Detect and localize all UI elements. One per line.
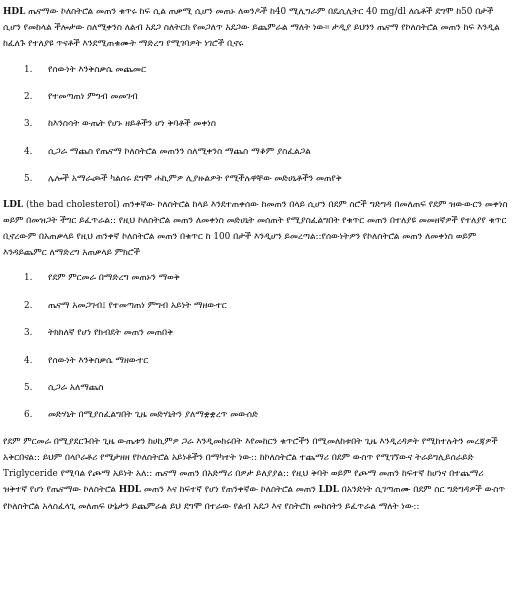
list-item-text: የደም ምርመራ በማድረግ መጠኑን ማወቅ xyxy=(48,273,180,284)
ldl-tips-list xyxy=(3,265,508,429)
list-item xyxy=(3,320,508,347)
list-item xyxy=(3,111,508,138)
hdl-heading: HDL xyxy=(3,7,26,17)
paragraph-hdl-text: ጤናማው ኮለስትሮል መጠን ቁጥሩ ከፍ ሲል ጠቃሚ ሲሆን መጠኑ ለወንዶች ከ40 ሚሊግራም በዴሲሊትር 40 mg/dl ለሴቶች ደግሞ ከ50 በታች ሲሆን የመከላል ችሎታው ስለሚቀንስ ለልብ አደጋ ስለትርከ የመጋለጥ አደጋው ይጨምራል ማለት ነው። ታዲያ ይህንን ጤናማ የኮለስትሮል መጠን ከፍ እንዲል ከፈለጉ የተለያዩ ጥናቶች እንደሚጠቁሙት ማድረግ የሚገባዎት ነገሮች ቢኖሩ xyxy=(3,7,500,50)
list-number: 4. xyxy=(24,146,33,157)
list-item xyxy=(3,375,508,402)
list-number: 4. xyxy=(24,355,33,366)
list-number: 2. xyxy=(24,300,33,311)
list-number: 1. xyxy=(24,273,33,284)
list-item-text: መድሃኒት በሚያስፈልግበት ጊዜ መድሃኒትን ያለማቋቋረጥ መውሰድ xyxy=(48,410,259,421)
paragraph-text: በአንድነት ሲገጣጠሙ በደም ስር ግድግዳዎች ውስጥ የኮለስትሮል አላስፈላጊ መለጠፍ ሁኔታን ይጨምራል ይህ ደግሞ በተራው የልብ አደጋ እና የስትሮክ መከሰትን ይፈጥራል ማለት ነው:: xyxy=(3,485,506,512)
list-item-text: የሰውነት እንቅስቃሴ ማዘውተር xyxy=(48,355,149,366)
list-item-text: የተመጣጠነ ምግብ መመገብ xyxy=(48,92,138,102)
list-item-text: ትክክለኛ የሆነ የክብደት መጠን መጠበቅ xyxy=(48,328,174,339)
list-number: 1. xyxy=(24,64,33,75)
list-item-text: ሲጋራ ማጨስ የጤናማ ኮለስትሮል መጠንን ስለሚቀንስ ማጨስ ማቆም ያስፈልጋል xyxy=(48,146,311,157)
paragraph-hdl xyxy=(3,4,508,53)
list-number: 3. xyxy=(24,119,33,130)
list-item xyxy=(3,265,508,292)
list-item xyxy=(3,57,508,84)
list-item xyxy=(3,293,508,320)
list-item-text: ሲጋራ አለማጨስ xyxy=(48,382,104,393)
list-number: 6. xyxy=(24,410,33,421)
list-number: 3. xyxy=(24,328,33,339)
list-number: 5. xyxy=(24,382,33,393)
list-number: 2. xyxy=(24,92,33,102)
list-item xyxy=(3,166,508,193)
ldl-heading: LDL xyxy=(3,199,24,210)
paragraph-blood-test xyxy=(3,434,508,515)
list-item xyxy=(3,139,508,166)
hdl-term: HDL xyxy=(118,485,142,496)
list-item xyxy=(3,348,508,375)
list-item-text: ሌሎች አማራጮች ካልሰሩ ደግሞ ሐኪምዎ ሊያዙልዎት የሚችሉዋቸው መድሀኒቶችን መጠየቅ xyxy=(48,174,342,185)
list-item-text: የሰውነት እንቅስቃሴ መጨመር xyxy=(48,64,146,75)
hdl-tips-list xyxy=(3,57,508,194)
list-item xyxy=(3,402,508,429)
list-item xyxy=(3,84,508,111)
paragraph-text: የደም ምርመራ በሚያደርጉበት ጊዜ ውጤቱን ከሀኪምዎ ጋራ እንዲመከሩበት እየመከርን ቁጥሮችን በሚመለከቱበት ጊዜ እንዲረዳዎት የሚከተሉትን መረጃዎች አቅርበናል:: ይህም በላቦራቶሪ የሚታዘዘ የኮለስትሮል አይነቶችን በማካተት ነው:: ከኮለስትሮል ተጨማሪ በደም ውስጥ የሚገኘውና ትራይግሊይሰራይድ Triglyceride የሚባል የጮማ አይነት አለ:: ጤናማ መጠን በአድማሪ በዎታ ይለያያል:: የዚህ ቅባት ወይም የጮማ መጠን ከፍተኛ ከሆነና በተጨማሪ ዝቅተኛ የሆነ የጤናማው ኮለስትሮል xyxy=(3,436,498,496)
list-item-text: ከእንስሳት ውጤት የሆኑ ዘይቶችን ሆነ ቅባቶች መቀነስ xyxy=(48,119,217,130)
list-number: 5. xyxy=(24,174,33,185)
paragraph-ldl xyxy=(3,197,508,262)
list-item-text: ጤናማ አመጋገብ፤ የተመጣጠነ ምግብ አይነት ማዘውተር xyxy=(48,300,227,311)
paragraph-text: መጠን እና ከፍተኛ የሆነ የጠንቀኛው ኮለስትሮል መጠን xyxy=(141,485,319,496)
ldl-term: LDL xyxy=(318,485,339,496)
paragraph-ldl-text: (the bad cholesterol) ጠንቀኛው ኮለስትሮል ከላይ እንደተጠቀሰው ከመጠን በላይ ሲሆን በደም ስሮች ግድግዳ በመለጠፍ የደም ዝውውርን መቀነስ ወይም በመዝጋት ችግር ይፈጥራል:: የዚህ ኮለስትሮል መጠን ለመቀነስ መድሀኒት መሰጠት የሚያስፈልግበት የቁጥር መጠን በተለያዩ መመዘኛዎች የተለያየ ቁጥር ቢኖረውም በአጠቃላይ የዚህ ጠንቀኛ ኮለስትሮል መጠን በቁጥር ከ 100 በታች እንዲሆን ይመረጣል::የሰውነትዎን የኮለስትሮል መጠን ለመቀነስ ወይም እንዳይጨምር ለማድረግ አጠቃላይ ምክሮች xyxy=(3,199,508,259)
